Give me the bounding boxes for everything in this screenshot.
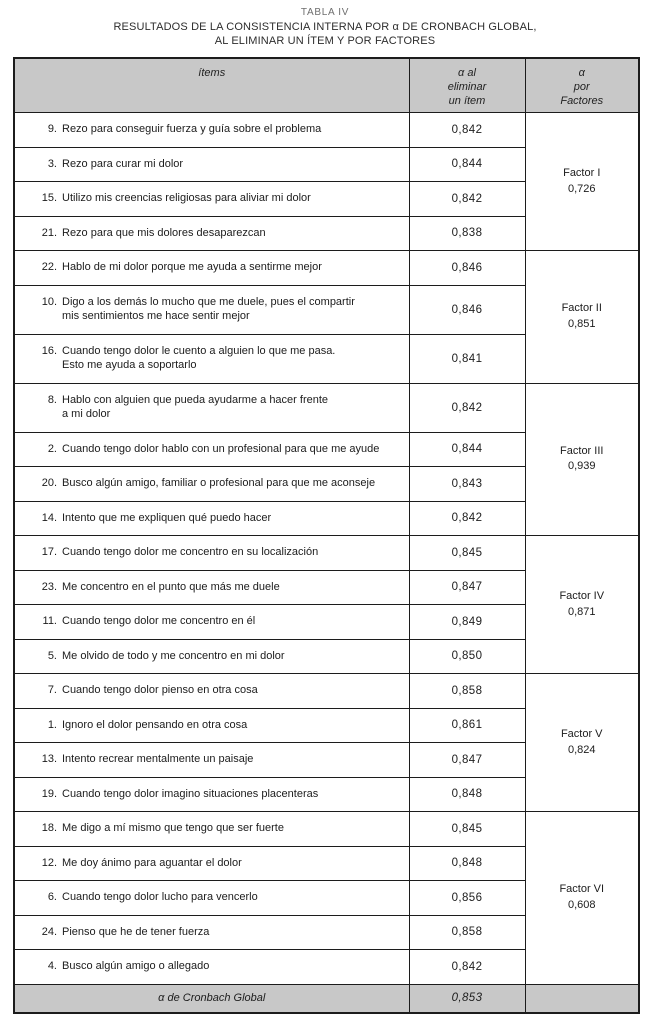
item-cell <box>14 334 409 383</box>
factor-name: Factor II <box>561 302 602 315</box>
factor-value: 0,871 <box>567 605 596 618</box>
alpha-value-cell: 0,838 <box>409 216 525 251</box>
item-number: 9. <box>47 123 57 135</box>
item-cell <box>14 777 409 812</box>
item-number: 2. <box>47 442 57 455</box>
item-cell <box>14 881 409 916</box>
factor-5-cell <box>525 674 639 812</box>
alpha-value-cell: 0,846 <box>409 285 525 334</box>
item-text: Utilizo mis creencias religiosas para aliviar mi dolor <box>62 192 311 204</box>
item-text: Me doy ánimo para aguantar el dolor <box>62 856 242 869</box>
factor-value: 0,851 <box>567 317 596 330</box>
table-row-item-9 <box>14 113 639 148</box>
item-text: Cuando tengo dolor pienso en otra cosa <box>62 684 258 696</box>
alpha-value-cell: 0,845 <box>409 536 525 571</box>
item-text: Ignoro el dolor pensando en otra cosa <box>62 718 248 731</box>
factor-2-cell <box>525 251 639 384</box>
alpha-value-cell: 0,850 <box>409 639 525 674</box>
item-number: 8. <box>47 394 57 406</box>
alpha-value-cell: 0,843 <box>409 467 525 502</box>
alpha-value-cell: 0,846 <box>409 251 525 286</box>
item-text: Cuando tengo dolor le cuento a alguien lo que me pasa. Esto me ayuda a soportarlo <box>62 345 336 371</box>
item-number: 12. <box>41 856 57 869</box>
alpha-value-cell: 0,861 <box>409 708 525 743</box>
title-line-2: RESULTADOS DE LA CONSISTENCIA INTERNA POR α DE CRONBACH GLOBAL, <box>113 21 537 33</box>
factor-name: Factor I <box>563 167 601 179</box>
factor-name: Factor III <box>560 444 604 457</box>
item-cell <box>14 812 409 847</box>
alpha-value-cell: 0,842 <box>409 383 525 432</box>
alpha-value-cell: 0,844 <box>409 147 525 182</box>
alpha-value-cell: 0,844 <box>409 432 525 467</box>
item-number: 10. <box>41 296 57 308</box>
item-number: 6. <box>47 891 57 903</box>
item-number: 14. <box>41 511 57 524</box>
item-cell <box>14 113 409 148</box>
item-number: 23. <box>41 580 57 593</box>
alpha-value-cell: 0,858 <box>409 674 525 709</box>
header-row <box>14 58 639 113</box>
item-cell <box>14 950 409 985</box>
footer-empty-cell <box>525 984 639 1013</box>
factor-name: Factor V <box>560 728 603 740</box>
item-cell <box>14 570 409 605</box>
item-cell <box>14 674 409 709</box>
table-row-item-7 <box>14 674 639 709</box>
item-text: Cuando tengo dolor imagino situaciones placenteras <box>62 787 319 800</box>
cronbach-results-table <box>13 57 640 1014</box>
item-number: 3. <box>47 157 57 170</box>
item-number: 15. <box>41 192 57 204</box>
item-cell <box>14 605 409 640</box>
factor-name: Factor IV <box>559 590 605 602</box>
alpha-item-column-header: α al eliminar un ítem <box>409 58 525 113</box>
alpha-value-cell: 0,842 <box>409 950 525 985</box>
item-number: 18. <box>41 822 57 834</box>
item-cell <box>14 251 409 286</box>
item-cell <box>14 182 409 217</box>
item-number: 5. <box>47 649 57 662</box>
item-number: 11. <box>42 615 57 627</box>
global-alpha-value: 0,853 <box>409 984 525 1013</box>
item-number: 13. <box>41 753 57 765</box>
item-number: 7. <box>47 684 57 696</box>
item-text: Cuando tengo dolor hablo con un profesional para que me ayude <box>62 442 380 455</box>
factor-name: Factor VI <box>559 883 605 896</box>
item-number: 21. <box>41 226 57 239</box>
item-cell <box>14 285 409 334</box>
table-row-item-17 <box>14 536 639 571</box>
item-number: 22. <box>41 261 57 273</box>
item-cell <box>14 915 409 950</box>
alpha-value-cell: 0,842 <box>409 182 525 217</box>
factor-value: 0,608 <box>567 898 596 911</box>
alpha-value-cell: 0,858 <box>409 915 525 950</box>
title-line-3: AL ELIMINAR UN ÍTEM Y POR FACTORES <box>214 34 436 47</box>
item-text: Hablo con alguien que pueda ayudarme a hacer frente a mi dolor <box>62 394 329 420</box>
factor-3-cell <box>525 383 639 536</box>
item-cell <box>14 639 409 674</box>
global-alpha-row <box>14 984 639 1013</box>
item-number: 17. <box>41 546 57 558</box>
factor-value: 0,939 <box>567 460 596 473</box>
factor-4-cell <box>525 536 639 674</box>
item-text: Busco algún amigo o allegado <box>62 960 210 972</box>
item-text: Hablo de mi dolor porque me ayuda a sentirme mejor <box>62 261 322 273</box>
table-row-item-8 <box>14 383 639 432</box>
item-cell <box>14 536 409 571</box>
item-cell <box>14 743 409 778</box>
item-text: Rezo para conseguir fuerza y guía sobre el problema <box>62 123 322 135</box>
item-number: 20. <box>41 477 57 489</box>
alpha-value-cell: 0,848 <box>409 846 525 881</box>
item-text: Busco algún amigo, familiar o profesional para que me aconseje <box>62 477 376 489</box>
item-text: Cuando tengo dolor me concentro en su localización <box>62 546 319 558</box>
item-text: Me digo a mí mismo que tengo que ser fuerte <box>62 822 284 834</box>
factor-6-cell <box>525 812 639 985</box>
table-title <box>0 0 650 48</box>
item-cell <box>14 501 409 536</box>
item-cell <box>14 846 409 881</box>
item-text: Pienso que he de tener fuerza <box>62 925 210 938</box>
alpha-value-cell: 0,845 <box>409 812 525 847</box>
item-number: 4. <box>47 960 57 972</box>
item-number: 24. <box>41 925 57 938</box>
item-cell <box>14 216 409 251</box>
alpha-value-cell: 0,847 <box>409 743 525 778</box>
item-number: 19. <box>41 787 57 800</box>
item-cell <box>14 383 409 432</box>
alpha-value-cell: 0,842 <box>409 113 525 148</box>
item-text: Cuando tengo dolor me concentro en él <box>62 615 256 627</box>
alpha-value-cell: 0,847 <box>409 570 525 605</box>
item-text: Cuando tengo dolor lucho para vencerlo <box>62 891 258 903</box>
item-text: Me olvido de todo y me concentro en mi dolor <box>62 649 285 662</box>
alpha-value-cell: 0,849 <box>409 605 525 640</box>
alpha-value-cell: 0,841 <box>409 334 525 383</box>
item-text: Rezo para curar mi dolor <box>62 157 184 170</box>
item-text: Intento recrear mentalmente un paisaje <box>62 753 254 765</box>
alpha-factors-column-header: α por Factores <box>525 58 639 113</box>
factor-value: 0,726 <box>567 182 596 195</box>
item-number: 1. <box>47 718 57 731</box>
item-number: 16. <box>41 345 57 357</box>
table-row-item-22 <box>14 251 639 286</box>
table-number: TABLA IV <box>300 7 350 18</box>
item-text: Digo a los demás lo mucho que me duele, pues el compartir mis sentimientos me hace sentir mejor <box>62 296 355 322</box>
global-alpha-label: α de Cronbach Global <box>14 984 409 1013</box>
item-cell <box>14 147 409 182</box>
table-row-item-18 <box>14 812 639 847</box>
item-text: Intento que me expliquen qué puedo hacer <box>62 511 272 524</box>
factor-value: 0,824 <box>567 743 596 756</box>
item-text: Me concentro en el punto que más me duele <box>62 580 280 593</box>
item-cell <box>14 708 409 743</box>
alpha-value-cell: 0,842 <box>409 501 525 536</box>
alpha-value-cell: 0,856 <box>409 881 525 916</box>
alpha-value-cell: 0,848 <box>409 777 525 812</box>
items-column-header: ítems <box>14 58 409 113</box>
item-cell <box>14 432 409 467</box>
factor-1-cell <box>525 113 639 251</box>
item-cell <box>14 467 409 502</box>
item-text: Rezo para que mis dolores desaparezcan <box>62 226 266 239</box>
